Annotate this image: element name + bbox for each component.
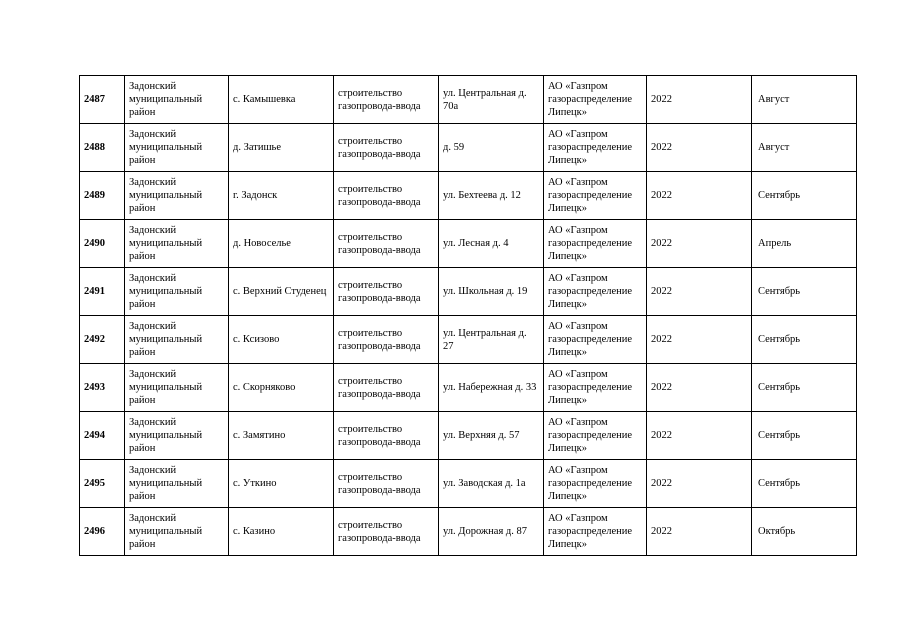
district-cell: Задонский муниципальный район (125, 124, 229, 172)
row-number: 2494 (80, 412, 125, 460)
district-cell: Задонский муниципальный район (125, 412, 229, 460)
organization-cell: АО «Газпром газораспределение Липецк» (544, 508, 647, 556)
row-number: 2495 (80, 460, 125, 508)
address-cell: ул. Центральная д. 70а (439, 76, 544, 124)
address-cell: ул. Лесная д. 4 (439, 220, 544, 268)
year-cell: 2022 (647, 124, 752, 172)
table-row (80, 268, 857, 316)
month-cell: Август (752, 124, 857, 172)
table-body (80, 76, 857, 556)
table-row (80, 76, 857, 124)
table-row (80, 124, 857, 172)
year-cell: 2022 (647, 508, 752, 556)
year-cell: 2022 (647, 316, 752, 364)
table-row (80, 412, 857, 460)
locality-cell: г. Задонск (229, 172, 334, 220)
year-cell: 2022 (647, 268, 752, 316)
table-row (80, 364, 857, 412)
organization-cell: АО «Газпром газораспределение Липецк» (544, 316, 647, 364)
table-row (80, 220, 857, 268)
locality-cell: д. Новоселье (229, 220, 334, 268)
address-cell: ул. Дорожная д. 87 (439, 508, 544, 556)
month-cell: Октябрь (752, 508, 857, 556)
organization-cell: АО «Газпром газораспределение Липецк» (544, 412, 647, 460)
locality-cell: с. Камышевка (229, 76, 334, 124)
work-type-cell: строительство газопровода-ввода (334, 124, 439, 172)
month-cell: Сентябрь (752, 268, 857, 316)
row-number: 2490 (80, 220, 125, 268)
address-cell: ул. Школьная д. 19 (439, 268, 544, 316)
district-cell: Задонский муниципальный район (125, 76, 229, 124)
organization-cell: АО «Газпром газораспределение Липецк» (544, 172, 647, 220)
table-row (80, 460, 857, 508)
district-cell: Задонский муниципальный район (125, 172, 229, 220)
table-row (80, 172, 857, 220)
work-type-cell: строительство газопровода-ввода (334, 76, 439, 124)
gas-works-table (79, 75, 857, 556)
year-cell: 2022 (647, 460, 752, 508)
address-cell: ул. Верхняя д. 57 (439, 412, 544, 460)
address-cell: ул. Бехтеева д. 12 (439, 172, 544, 220)
locality-cell: с. Уткино (229, 460, 334, 508)
locality-cell: с. Верхний Студенец (229, 268, 334, 316)
organization-cell: АО «Газпром газораспределение Липецк» (544, 460, 647, 508)
locality-cell: д. Затишье (229, 124, 334, 172)
address-cell: ул. Центральная д. 27 (439, 316, 544, 364)
row-number: 2496 (80, 508, 125, 556)
row-number: 2491 (80, 268, 125, 316)
year-cell: 2022 (647, 220, 752, 268)
work-type-cell: строительство газопровода-ввода (334, 316, 439, 364)
month-cell: Сентябрь (752, 412, 857, 460)
work-type-cell: строительство газопровода-ввода (334, 508, 439, 556)
address-cell: ул. Набережная д. 33 (439, 364, 544, 412)
district-cell: Задонский муниципальный район (125, 508, 229, 556)
month-cell: Сентябрь (752, 172, 857, 220)
row-number: 2487 (80, 76, 125, 124)
table-row (80, 316, 857, 364)
row-number: 2493 (80, 364, 125, 412)
row-number: 2489 (80, 172, 125, 220)
year-cell: 2022 (647, 76, 752, 124)
locality-cell: с. Замятино (229, 412, 334, 460)
row-number: 2492 (80, 316, 125, 364)
locality-cell: с. Ксизово (229, 316, 334, 364)
locality-cell: с. Скорняково (229, 364, 334, 412)
work-type-cell: строительство газопровода-ввода (334, 460, 439, 508)
district-cell: Задонский муниципальный район (125, 316, 229, 364)
year-cell: 2022 (647, 364, 752, 412)
year-cell: 2022 (647, 172, 752, 220)
work-type-cell: строительство газопровода-ввода (334, 220, 439, 268)
month-cell: Август (752, 76, 857, 124)
locality-cell: с. Казино (229, 508, 334, 556)
month-cell: Апрель (752, 220, 857, 268)
address-cell: д. 59 (439, 124, 544, 172)
work-type-cell: строительство газопровода-ввода (334, 268, 439, 316)
year-cell: 2022 (647, 412, 752, 460)
month-cell: Сентябрь (752, 364, 857, 412)
district-cell: Задонский муниципальный район (125, 220, 229, 268)
organization-cell: АО «Газпром газораспределение Липецк» (544, 268, 647, 316)
row-number: 2488 (80, 124, 125, 172)
district-cell: Задонский муниципальный район (125, 268, 229, 316)
table-row (80, 508, 857, 556)
work-type-cell: строительство газопровода-ввода (334, 364, 439, 412)
district-cell: Задонский муниципальный район (125, 460, 229, 508)
month-cell: Сентябрь (752, 316, 857, 364)
district-cell: Задонский муниципальный район (125, 364, 229, 412)
month-cell: Сентябрь (752, 460, 857, 508)
organization-cell: АО «Газпром газораспределение Липецк» (544, 76, 647, 124)
work-type-cell: строительство газопровода-ввода (334, 412, 439, 460)
organization-cell: АО «Газпром газораспределение Липецк» (544, 220, 647, 268)
organization-cell: АО «Газпром газораспределение Липецк» (544, 364, 647, 412)
work-type-cell: строительство газопровода-ввода (334, 172, 439, 220)
address-cell: ул. Заводская д. 1а (439, 460, 544, 508)
organization-cell: АО «Газпром газораспределение Липецк» (544, 124, 647, 172)
